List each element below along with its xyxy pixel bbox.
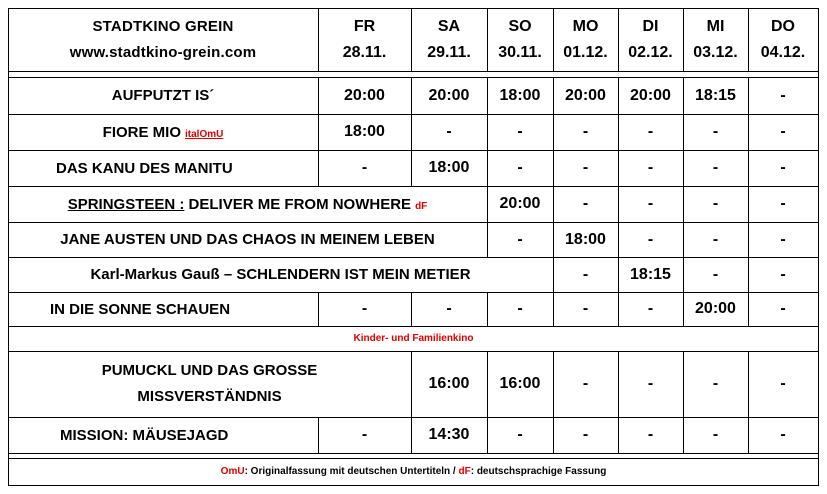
showtime: - [712,123,719,140]
cinema-header [8,8,318,71]
showtime: - [582,265,589,283]
row-divider [8,453,819,454]
showtime: 18:00 [565,230,606,248]
day-label: FR [353,17,376,35]
cinema-website: www.stadtkino-grein.com [69,43,257,61]
film-title [8,351,411,417]
showtime: - [712,195,719,212]
showtime: - [517,159,523,176]
showtime: - [582,300,589,317]
day-label: SO [508,17,532,35]
showtime: 20:00 [695,300,736,317]
day-header-mi [683,8,748,71]
day-date: 04.12. [760,43,806,61]
film-title-line: MISSVERSTÄNDNIS [137,388,282,405]
legend-df-text: : deutschsprachige Fassung [470,466,607,477]
showtime: - [582,426,589,443]
section-label-kids: Kinder- und Familienkino [353,333,474,344]
showtime: 18:00 [499,86,541,104]
day-date: 29.11. [427,43,471,61]
day-date: 30.11. [498,43,542,61]
header-divider [8,71,819,72]
film-title [8,417,318,453]
schedule-table [8,8,819,486]
day-header-do [748,8,818,71]
showtime: - [361,300,368,317]
showtime: - [647,426,654,443]
legend-omu-text: : Originalfassung mit deutschen Untertiteln / [244,466,459,477]
showtime: - [712,159,719,176]
film-title [8,150,318,186]
showtime: - [647,123,654,140]
showtime: 16:00 [499,375,541,392]
showtime: - [361,426,368,443]
showtime: - [780,159,786,176]
film-title [8,222,487,257]
version-tag: italOmU [185,128,224,140]
film-title [8,114,318,150]
showtime: - [582,195,589,212]
showtime: - [647,230,654,248]
day-date: 28.11. [342,43,387,61]
showtime: - [780,375,786,392]
showtime: 18:00 [344,123,385,140]
showtime: - [647,195,654,212]
showtime: - [582,159,589,176]
showtime: - [780,86,786,104]
showtime: - [712,375,719,392]
film-title-line: PUMUCKL UND DAS GROSSE [101,362,318,379]
film-title-text: SPRINGSTEEN : [67,195,185,213]
showtime: - [517,230,523,248]
showtime: - [517,426,523,443]
showtime: 20:00 [565,86,606,104]
showtime: - [647,375,654,392]
film-title-text: IN DIE SONNE SCHAUEN [50,300,231,318]
showtime: - [780,300,786,317]
day-label: DI [642,17,659,35]
showtime: - [446,300,452,317]
film-title [8,77,318,114]
film-title-text: DELIVER ME FROM NOWHERE [184,195,412,213]
day-header-so [487,8,553,71]
version-tag: dF [415,200,428,212]
day-label: MO [572,17,599,35]
film-title [8,257,553,292]
film-title-text: MISSION: MÄUSEJAGD [60,426,229,444]
day-header-di [618,8,683,71]
showtime: - [780,230,786,248]
showtime: - [582,375,589,392]
table-border-right [818,8,819,486]
showtime: - [361,159,368,176]
day-date: 01.12. [563,43,608,61]
showtime: - [446,123,452,140]
showtime: 20:00 [344,86,385,104]
showtime: 20:00 [630,86,671,104]
day-label: MI [706,17,725,35]
day-label: SA [437,17,461,35]
showtime: 16:00 [428,375,470,392]
showtime: - [712,230,719,248]
showtime: - [780,123,786,140]
day-label: DO [771,17,795,35]
film-title-text: Karl-Markus Gauß – SCHLENDERN IST MEIN METIER [90,266,471,283]
showtime: - [712,265,719,283]
showtime: - [780,195,786,212]
film-title [8,186,487,222]
film-title-text: DAS KANU DES MANITU [56,159,233,177]
legend-omu-abbr: OmU [220,466,245,477]
legend-df-abbr: dF [458,466,471,477]
showtime: - [780,265,786,283]
showtime: 18:00 [428,159,470,176]
day-date: 03.12. [693,43,738,61]
showtime: - [582,123,589,140]
showtime: 20:00 [499,195,541,212]
showtime: - [647,159,654,176]
day-date: 02.12. [628,43,673,61]
showtime: 18:15 [630,265,671,283]
showtime: - [517,123,523,140]
showtime: 18:15 [695,86,736,104]
footer-legend [8,458,819,485]
cinema-name: STADTKINO GREIN [92,17,234,35]
day-header-fr [318,8,411,71]
showtime: 14:30 [428,426,470,443]
day-header-mo [553,8,618,71]
showtime: - [712,426,719,443]
film-title-text: JANE AUSTEN UND DAS CHAOS IN MEINEM LEBEN [60,231,435,248]
showtime: - [517,300,523,317]
showtime: 20:00 [428,86,470,104]
day-header-sa [411,8,487,71]
film-title-text: FIORE MIO [102,123,181,141]
table-border-bottom [8,485,819,486]
showtime: - [647,300,654,317]
film-title [8,292,318,326]
film-title-text: AUFPUTZT IS´ [111,87,215,104]
showtime: - [780,426,786,443]
